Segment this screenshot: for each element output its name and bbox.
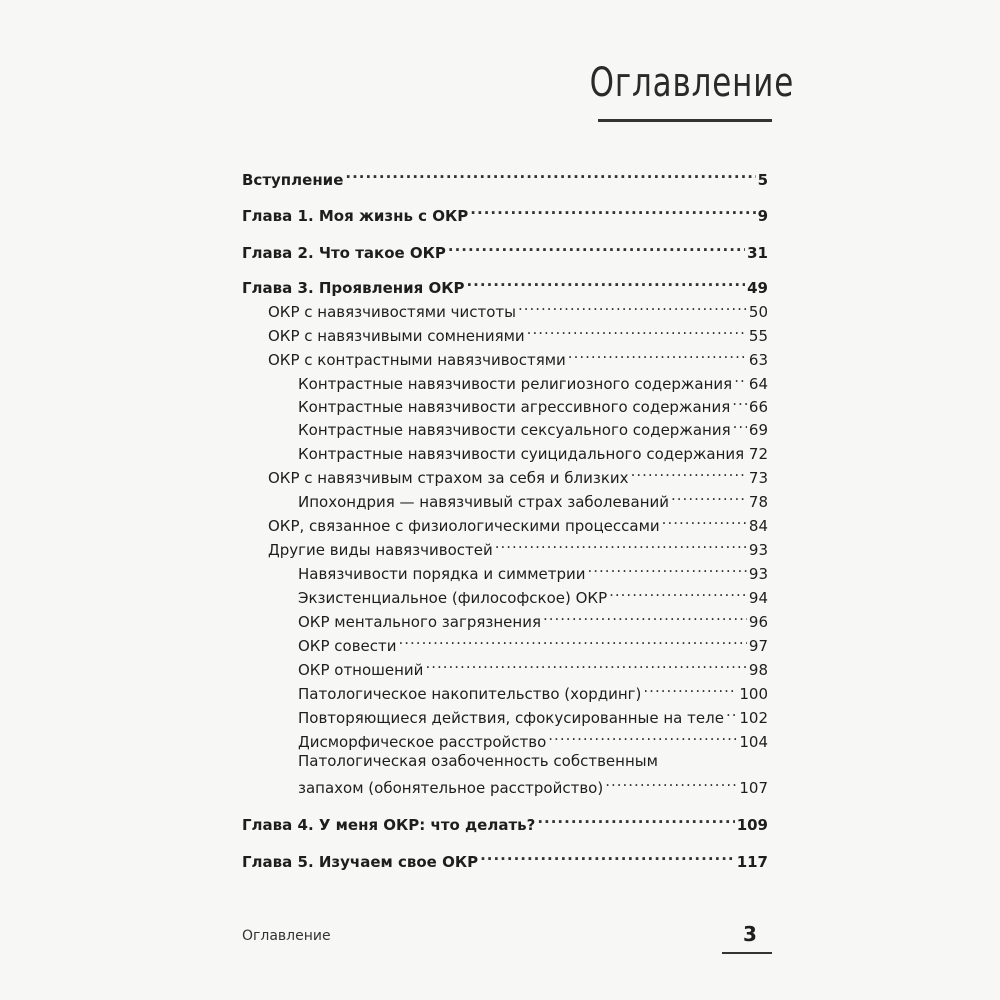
dot-leader (726, 703, 737, 723)
dot-leader (746, 439, 747, 459)
toc-entry[interactable] (242, 165, 768, 190)
title-underline (598, 119, 772, 122)
toc-entry-label: Патологическое накопительство (хординг) (298, 685, 642, 703)
toc-entry-page: 5 (757, 171, 768, 189)
toc-entry-page: 50 (748, 303, 768, 321)
toc-entry-label: Экзистенциальное (философское) ОКР (298, 589, 608, 607)
toc-entry-page: 117 (736, 853, 768, 871)
toc-entry[interactable] (298, 607, 768, 632)
toc-entry[interactable] (298, 439, 768, 464)
toc-entry-page: 93 (748, 541, 768, 559)
toc-entry-page: 100 (739, 685, 768, 703)
toc-entry-label: Глава 1. Моя жизнь с ОКР (242, 207, 469, 225)
toc-entry[interactable] (242, 810, 768, 835)
toc-entry[interactable] (242, 238, 768, 263)
toc-entry-label: ОКР совести (298, 637, 397, 655)
dot-leader (466, 273, 745, 293)
toc-entry-page: 49 (747, 279, 768, 297)
toc-entry-page: 96 (748, 613, 768, 631)
dot-leader (733, 415, 747, 435)
dot-leader (480, 847, 735, 867)
toc-entry[interactable] (298, 392, 768, 417)
toc-entry-label: Ипохондрия — навязчивый страх заболеваний (298, 493, 670, 511)
toc-entry-page: 94 (748, 589, 768, 607)
toc-entry-label: ОКР с контрастными навязчивостями (268, 351, 566, 369)
toc-entry-label: Контрастные навязчивости суицидального содержания (298, 445, 745, 463)
toc-entry-label: Дисморфическое расстройство (298, 733, 547, 751)
toc-entry-page: 104 (739, 733, 768, 751)
toc-entry-page: 69 (748, 421, 768, 439)
toc-entry-label: Другие виды навязчивостей (268, 541, 493, 559)
page-title: Оглавление (589, 60, 795, 106)
toc-entry[interactable] (298, 415, 768, 440)
dot-leader (543, 607, 747, 627)
toc-entry-page: 78 (748, 493, 768, 511)
toc-entry-page: 9 (757, 207, 768, 225)
toc-entry[interactable] (268, 535, 768, 560)
toc-entry-label: Повторяющиеся действия, сфокусированные на теле (298, 709, 724, 727)
toc-entry-label: Глава 4. У меня ОКР: что делать? (242, 816, 536, 834)
toc-entry-label: Вступление (242, 171, 344, 189)
dot-leader (568, 345, 747, 365)
toc-entry[interactable] (242, 273, 768, 298)
dot-leader (345, 165, 755, 185)
toc-entry-label: ОКР с навязчивостями чистоты (268, 303, 516, 321)
toc-entry[interactable] (242, 201, 768, 226)
dot-leader (732, 392, 747, 412)
toc-entry[interactable] (268, 345, 768, 370)
dot-leader (548, 727, 737, 747)
dot-leader (734, 369, 747, 389)
toc-entry-page: 102 (739, 709, 768, 727)
dot-leader (399, 631, 747, 651)
toc-entry[interactable] (268, 511, 768, 536)
dot-leader (448, 238, 745, 258)
dot-leader (662, 511, 747, 531)
toc-entry[interactable] (298, 655, 768, 680)
toc-entry[interactable] (298, 631, 768, 656)
toc-entry-page: 109 (736, 816, 768, 834)
toc-entry-label: Патологическая озабоченность собственным (298, 752, 658, 770)
toc-entry-page: 97 (748, 637, 768, 655)
dot-leader (605, 773, 737, 793)
toc-entry-page: 66 (748, 398, 768, 416)
toc-entry[interactable] (298, 559, 768, 584)
toc-entry-label: Глава 2. Что такое ОКР (242, 244, 446, 262)
toc-entry-label: Контрастные навязчивости сексуального содержания (298, 421, 731, 439)
toc-entry[interactable] (298, 727, 768, 752)
toc-entry[interactable] (268, 321, 768, 346)
toc-entry-page: 64 (748, 375, 768, 393)
toc-entry-page: 93 (748, 565, 768, 583)
toc-entry[interactable] (268, 463, 768, 488)
toc-entry-page: 107 (739, 779, 768, 797)
dot-leader (470, 201, 755, 221)
toc-entry[interactable] (268, 297, 768, 322)
footer-page-number: 3 (743, 922, 757, 946)
toc-entry-page: 55 (748, 327, 768, 345)
toc-entry-page: 73 (748, 469, 768, 487)
dot-leader (425, 655, 746, 675)
toc-entry-label: ОКР отношений (298, 661, 424, 679)
toc-entry-label: Навязчивости порядка и симметрии (298, 565, 586, 583)
toc-entry[interactable] (298, 703, 768, 728)
toc-entry-label: ОКР ментального загрязнения (298, 613, 541, 631)
toc-entry-page: 31 (747, 244, 768, 262)
toc-entry-label: Контрастные навязчивости агрессивного содержания (298, 398, 731, 416)
footer-rule (722, 952, 772, 954)
dot-leader (671, 487, 747, 507)
toc-entry-label: Глава 5. Изучаем свое ОКР (242, 853, 479, 871)
toc-entry-label: Глава 3. Проявления ОКР (242, 279, 465, 297)
dot-leader (527, 321, 747, 341)
toc-entry[interactable] (298, 751, 768, 771)
toc-entry[interactable] (298, 773, 768, 798)
dot-leader (537, 810, 734, 830)
toc-entry-label: ОКР с навязчивым страхом за себя и близких (268, 469, 629, 487)
toc-entry-label: ОКР с навязчивыми сомнениями (268, 327, 525, 345)
dot-leader (609, 583, 747, 603)
footer-section-label: Оглавление (242, 928, 331, 944)
dot-leader (495, 535, 747, 555)
toc-entry[interactable] (242, 847, 768, 872)
toc-entry-label: ОКР, связанное с физиологическими процессами (268, 517, 660, 535)
toc-entry-label: Контрастные навязчивости религиозного содержания (298, 375, 733, 393)
toc-entry-page: 63 (748, 351, 768, 369)
dot-leader (631, 463, 747, 483)
toc-entry-page: 84 (748, 517, 768, 535)
toc-entry-page: 98 (748, 661, 768, 679)
toc-entry[interactable] (298, 679, 768, 704)
toc-entry[interactable] (298, 369, 768, 394)
toc-entry-page: 72 (748, 445, 768, 463)
toc-entry[interactable] (298, 487, 768, 512)
dot-leader (643, 679, 737, 699)
toc-entry[interactable] (298, 583, 768, 608)
dot-leader (588, 559, 747, 579)
dot-leader (518, 297, 747, 317)
toc-entry-label: запахом (обонятельное расстройство) (298, 779, 604, 797)
